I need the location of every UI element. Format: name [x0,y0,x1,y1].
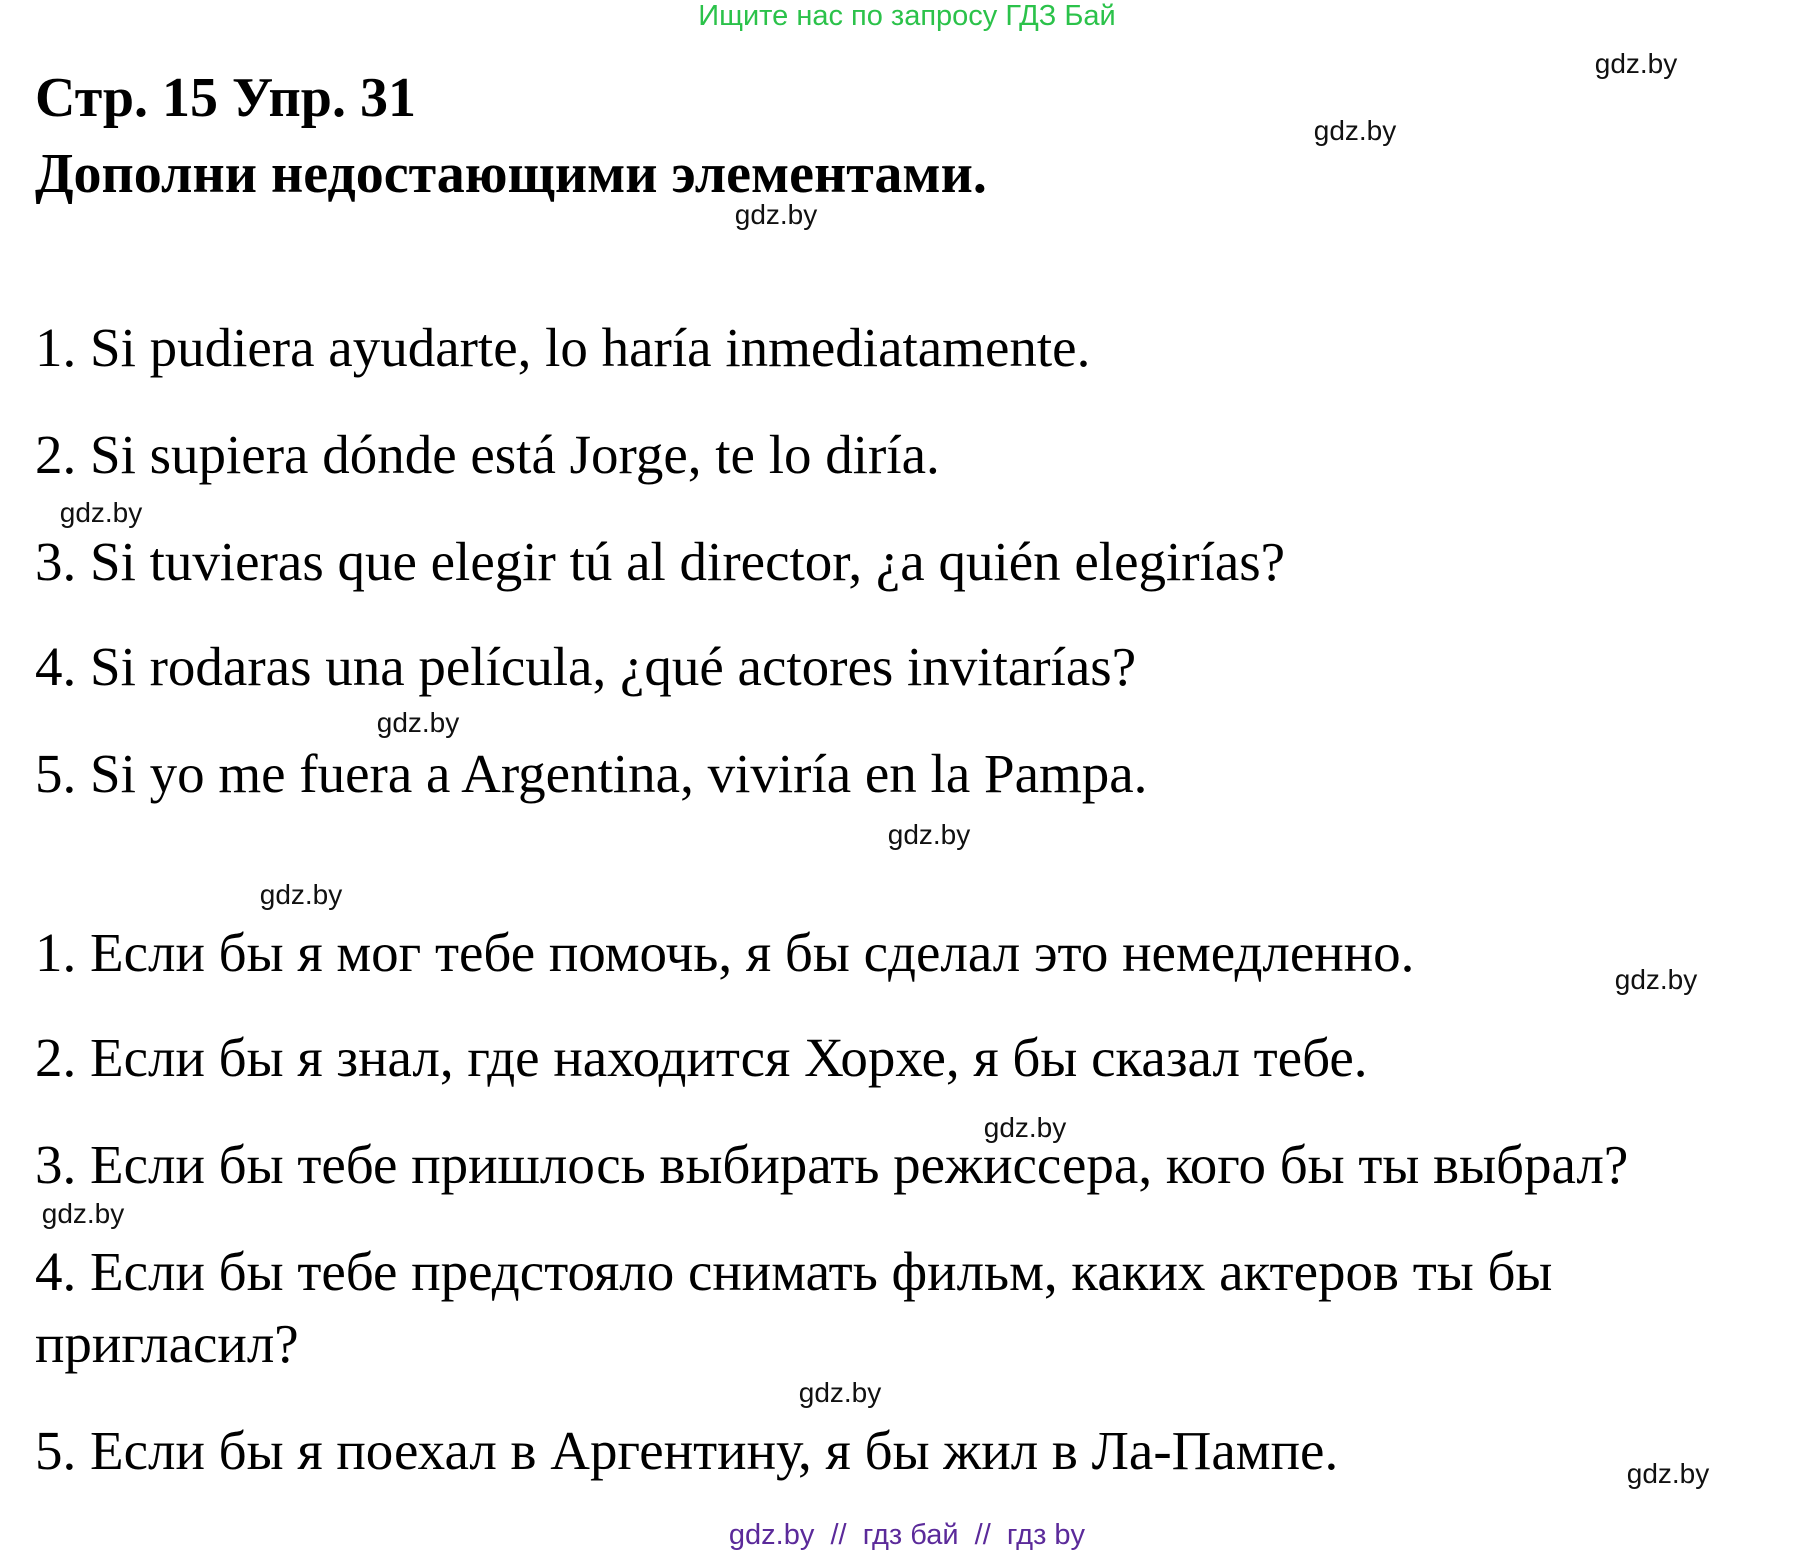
search-banner: Ищите нас по запросу ГДЗ Бай [698,0,1116,32]
watermark: gdz.by [887,819,971,850]
watermark: gdz.by [59,497,143,528]
watermark: gdz.by [1614,964,1698,995]
spanish-sentence-3: 3. Si tuvieras que elegir tú al director, ¿a quién elegirías? [35,531,1286,592]
russian-sentence-5: 5. Если бы я поехал в Аргентину, я бы жил в Ла-Пампе. [35,1420,1339,1481]
exercise-instruction: Дополни недостающими элементами. [35,143,987,205]
spanish-sentence-5: 5. Si yo me fuera a Argentina, viviría en la Pampa. [35,743,1148,804]
spanish-sentence-4: 4. Si rodaras una película, ¿qué actores invitarías? [35,636,1137,697]
watermark: gdz.by [1313,115,1397,146]
spanish-sentence-2: 2. Si supiera dónde está Jorge, te lo diría. [35,424,940,485]
watermark: gdz.by [1626,1458,1710,1489]
russian-sentence-3: 3. Если бы тебе пришлось выбирать режиссера, кого бы ты выбрал? [35,1134,1629,1195]
russian-sentence-2: 2. Если бы я знал, где находится Хорхе, я бы сказал тебе. [35,1027,1368,1088]
russian-sentence-4-cont: пригласил? [35,1313,299,1374]
watermark: gdz.by [259,879,343,910]
watermark: gdz.by [1594,48,1678,79]
page-title: Стр. 15 Упр. 31 [35,67,416,129]
footer-watermark: gdz.by // гдз бай // гдз by [728,1519,1086,1551]
watermark: gdz.by [41,1198,125,1229]
spanish-sentence-1: 1. Si pudiera ayudarte, lo haría inmediatamente. [35,317,1091,378]
russian-sentence-1: 1. Если бы я мог тебе помочь, я бы сделал это немедленно. [35,922,1415,983]
watermark: gdz.by [734,199,818,230]
russian-sentence-4: 4. Если бы тебе предстояло снимать фильм, каких актеров ты бы [35,1241,1553,1302]
watermark: gdz.by [983,1112,1067,1143]
watermark: gdz.by [798,1377,882,1408]
watermark: gdz.by [376,707,460,738]
